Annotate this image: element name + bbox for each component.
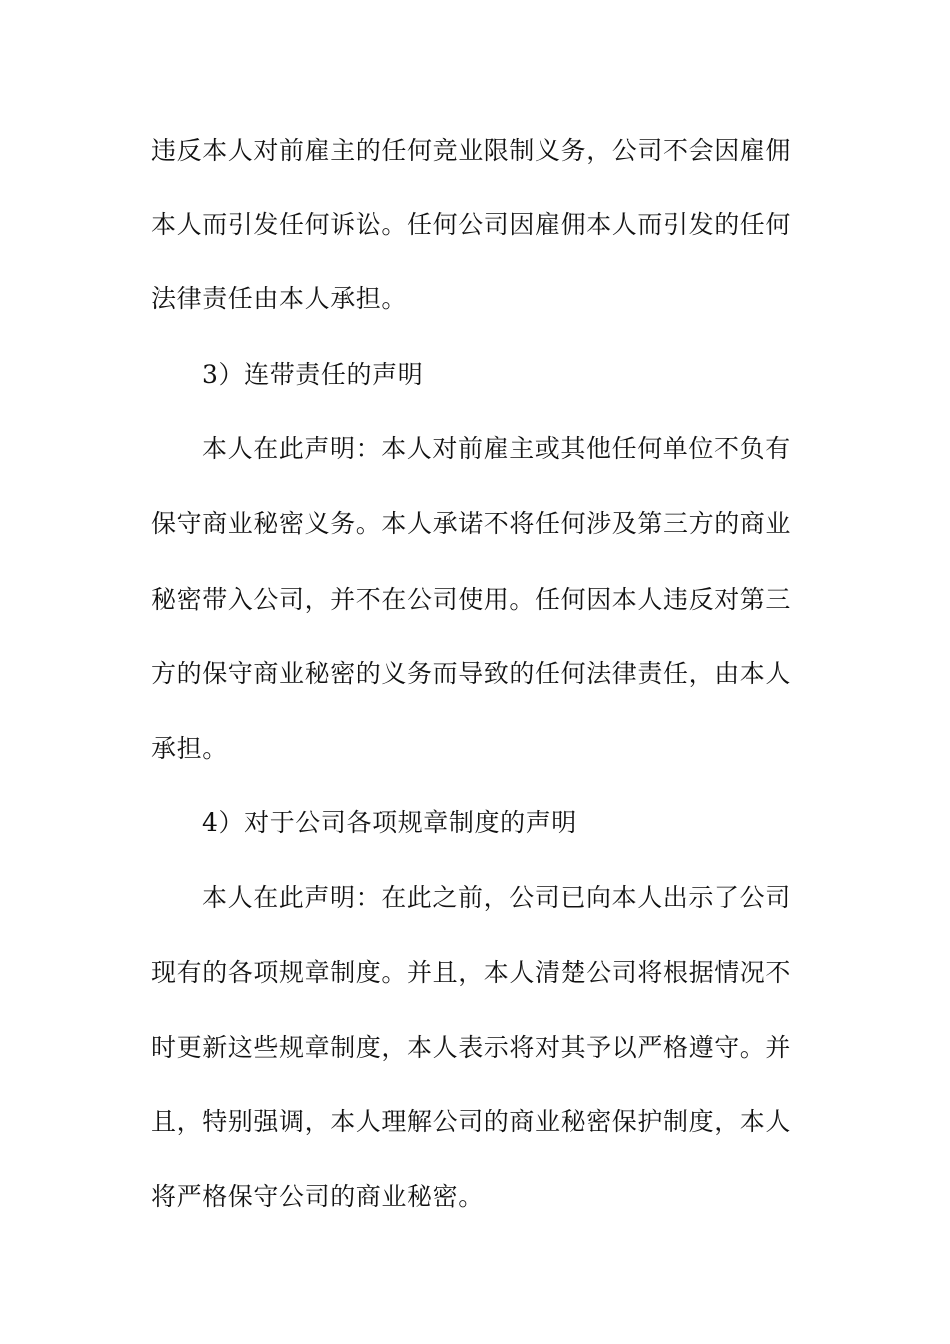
text-line: 将严格保守公司的商业秘密。: [151, 1182, 484, 1211]
text-line: 承担。: [151, 734, 228, 763]
section-heading: 4）对于公司各项规章制度的声明: [202, 808, 577, 837]
text-line: 秘密带入公司，并不在公司使用。任何因本人违反对第三: [151, 585, 792, 614]
text-line: 本人在此声明：本人对前雇主或其他任何单位不负有: [202, 434, 791, 463]
text-line: 时更新这些规章制度，本人表示将对其予以严格遵守。并: [151, 1033, 792, 1062]
text-line: 违反本人对前雇主的任何竞业限制义务，公司不会因雇佣: [151, 136, 792, 165]
text-line: 法律责任由本人承担。: [151, 284, 408, 313]
text-line: 方的保守商业秘密的义务而导致的任何法律责任，由本人: [151, 659, 792, 688]
text-line: 本人而引发任何诉讼。任何公司因雇佣本人而引发的任何: [151, 210, 792, 239]
text-line: 现有的各项规章制度。并且，本人清楚公司将根据情况不: [151, 958, 792, 987]
text-line: 本人在此声明：在此之前，公司已向本人出示了公司: [202, 883, 791, 912]
text-line: 且，特别强调，本人理解公司的商业秘密保护制度，本人: [151, 1107, 792, 1136]
text-line: 保守商业秘密义务。本人承诺不将任何涉及第三方的商业: [151, 509, 792, 538]
section-heading: 3）连带责任的声明: [202, 360, 424, 389]
